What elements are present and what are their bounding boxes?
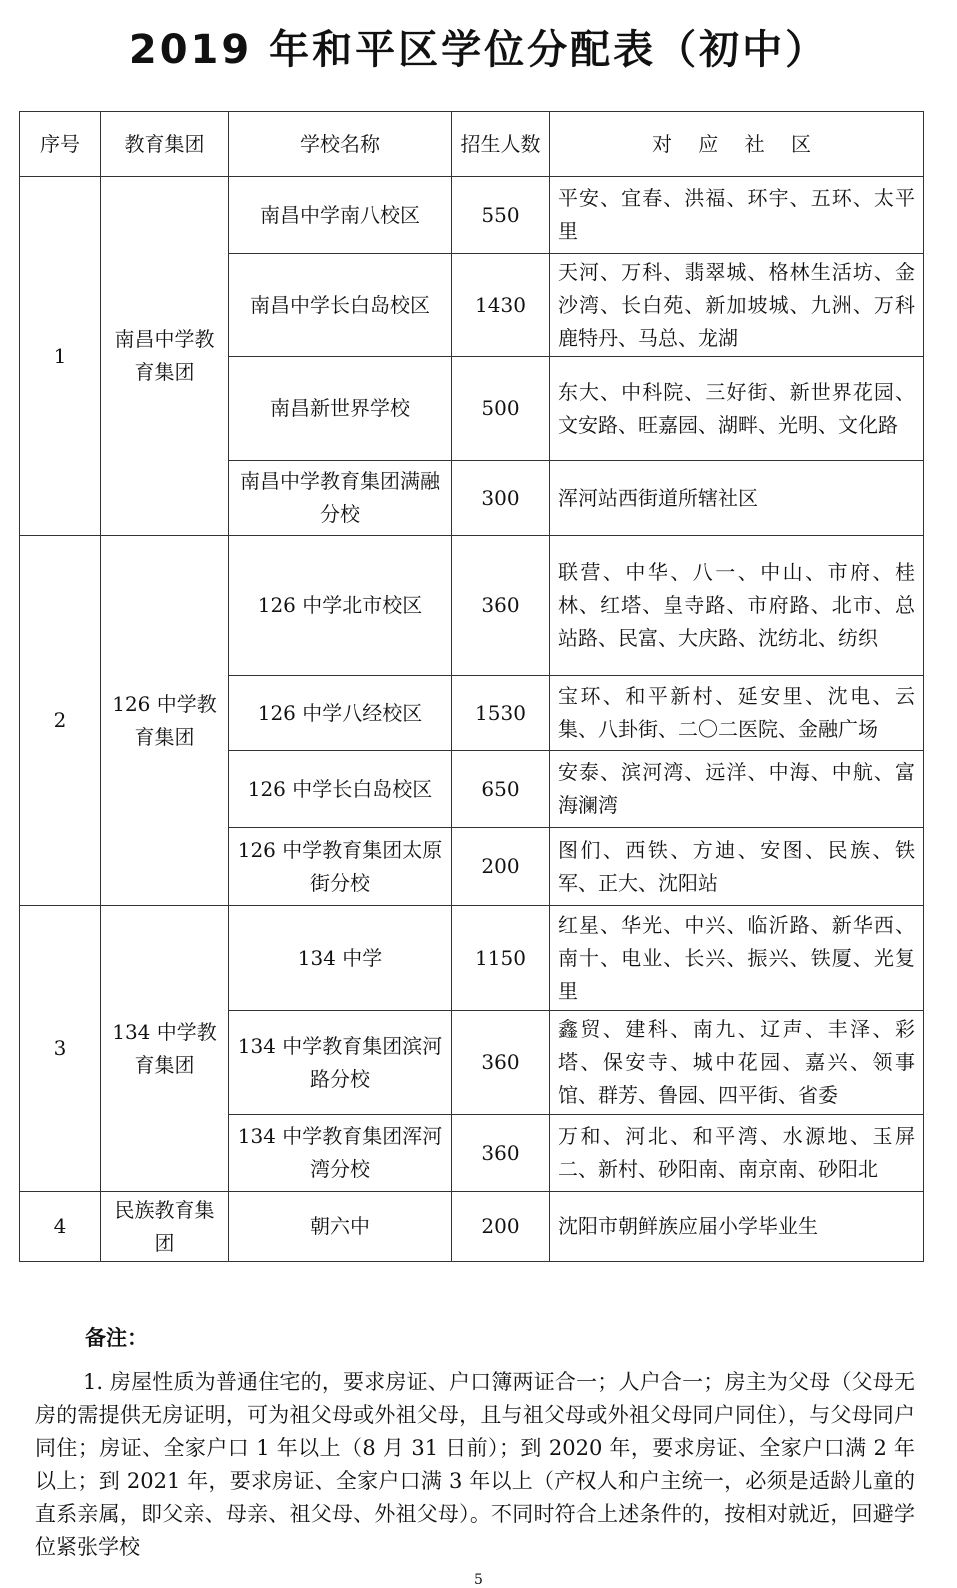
enroll-count: 360 [452, 1011, 550, 1115]
table-row [20, 177, 924, 254]
group-seq: 1 [20, 177, 101, 536]
header-group: 教育集团 [101, 112, 229, 177]
header-school: 学校名称 [229, 112, 452, 177]
community-list: 鑫贸、建科、南九、辽声、丰泽、彩塔、保安寺、城中花园、嘉兴、领事馆、群芳、鲁园、四平街、省委 [550, 1011, 924, 1115]
page-number: 5 [474, 1572, 483, 1588]
school-name: 南昌中学长白岛校区 [229, 254, 452, 357]
community-list: 平安、宜春、洪福、环宇、五环、太平里 [550, 177, 924, 254]
school-name: 126 中学北市校区 [229, 536, 452, 676]
school-name: 南昌中学教育集团满融分校 [229, 461, 452, 536]
allocation-table [19, 111, 924, 1262]
enroll-count: 550 [452, 177, 550, 254]
group-seq: 3 [20, 906, 101, 1192]
school-name: 126 中学八经校区 [229, 676, 452, 751]
enroll-count: 360 [452, 1115, 550, 1192]
remarks-item-1: 1. 房屋性质为普通住宅的，要求房证、户口簿两证合一；人户合一；房主为父母（父母无房的需提供无房证明，可为祖父母或外祖父母，且与祖父母或外祖父母同户同住），与父母同户同住；房证、全家户口 1 年以上（8 月 31 日前）；到 2020 年，要求房证、全家户口满 2 年以上；到 2021 年，要求房证、全家户口满 3 年以上（产权人和户主统一，必须是适龄儿童的直系亲属，即父亲、母亲、祖父母、外祖父母）。不同时符合上述条件的，按相对就近，回避学位紧张学校 [35, 1370, 915, 1559]
header-community: 对 应 社 区 [550, 112, 924, 177]
community-list: 沈阳市朝鲜族应届小学毕业生 [550, 1192, 924, 1262]
enroll-count: 360 [452, 536, 550, 676]
school-name: 134 中学教育集团滨河路分校 [229, 1011, 452, 1115]
enroll-count: 1530 [452, 676, 550, 751]
school-name: 南昌中学南八校区 [229, 177, 452, 254]
header-enroll: 招生人数 [452, 112, 550, 177]
enroll-count: 500 [452, 357, 550, 461]
community-list: 宝环、和平新村、延安里、沈电、云集、八卦街、二〇二医院、金融广场 [550, 676, 924, 751]
enroll-count: 200 [452, 828, 550, 906]
community-list: 图们、西铁、方迪、安图、民族、铁军、正大、沈阳站 [550, 828, 924, 906]
group-name: 134 中学教育集团 [101, 906, 229, 1192]
enroll-count: 1430 [452, 254, 550, 357]
remarks-heading: 备注： [85, 1326, 148, 1350]
group-name: 民族教育集团 [101, 1192, 229, 1262]
enroll-count: 300 [452, 461, 550, 536]
community-list: 红星、华光、中兴、临沂路、新华西、南十、电业、长兴、振兴、铁厦、光复里 [550, 906, 924, 1011]
group-seq: 2 [20, 536, 101, 906]
community-list: 安泰、滨河湾、远洋、中海、中航、富海澜湾 [550, 751, 924, 828]
school-name: 134 中学教育集团浑河湾分校 [229, 1115, 452, 1192]
community-list: 万和、河北、和平湾、水源地、玉屏二、新村、砂阳南、南京南、砂阳北 [550, 1115, 924, 1192]
school-name: 朝六中 [229, 1192, 452, 1262]
group-seq: 4 [20, 1192, 101, 1262]
header-seq: 序号 [20, 112, 101, 177]
school-name: 126 中学教育集团太原街分校 [229, 828, 452, 906]
enroll-count: 650 [452, 751, 550, 828]
page-title: 2019 年和平区学位分配表（初中） [128, 27, 829, 73]
table-row [20, 536, 924, 676]
community-list: 浑河站西街道所辖社区 [550, 461, 924, 536]
community-list: 天河、万科、翡翠城、格林生活坊、金沙湾、长白苑、新加坡城、九洲、万科鹿特丹、马总、龙湖 [550, 254, 924, 357]
community-list: 东大、中科院、三好街、新世界花园、文安路、旺嘉园、湖畔、光明、文化路 [550, 357, 924, 461]
community-list: 联营、中华、八一、中山、市府、桂林、红塔、皇寺路、市府路、北市、总站路、民富、大庆路、沈纺北、纺织 [550, 536, 924, 676]
school-name: 南昌新世界学校 [229, 357, 452, 461]
school-name: 126 中学长白岛校区 [229, 751, 452, 828]
enroll-count: 200 [452, 1192, 550, 1262]
enroll-count: 1150 [452, 906, 550, 1011]
table-header-row [20, 112, 924, 177]
group-name: 南昌中学教育集团 [101, 177, 229, 536]
table-row [20, 906, 924, 1011]
table-row [20, 1192, 924, 1262]
school-name: 134 中学 [229, 906, 452, 1011]
group-name: 126 中学教育集团 [101, 536, 229, 906]
